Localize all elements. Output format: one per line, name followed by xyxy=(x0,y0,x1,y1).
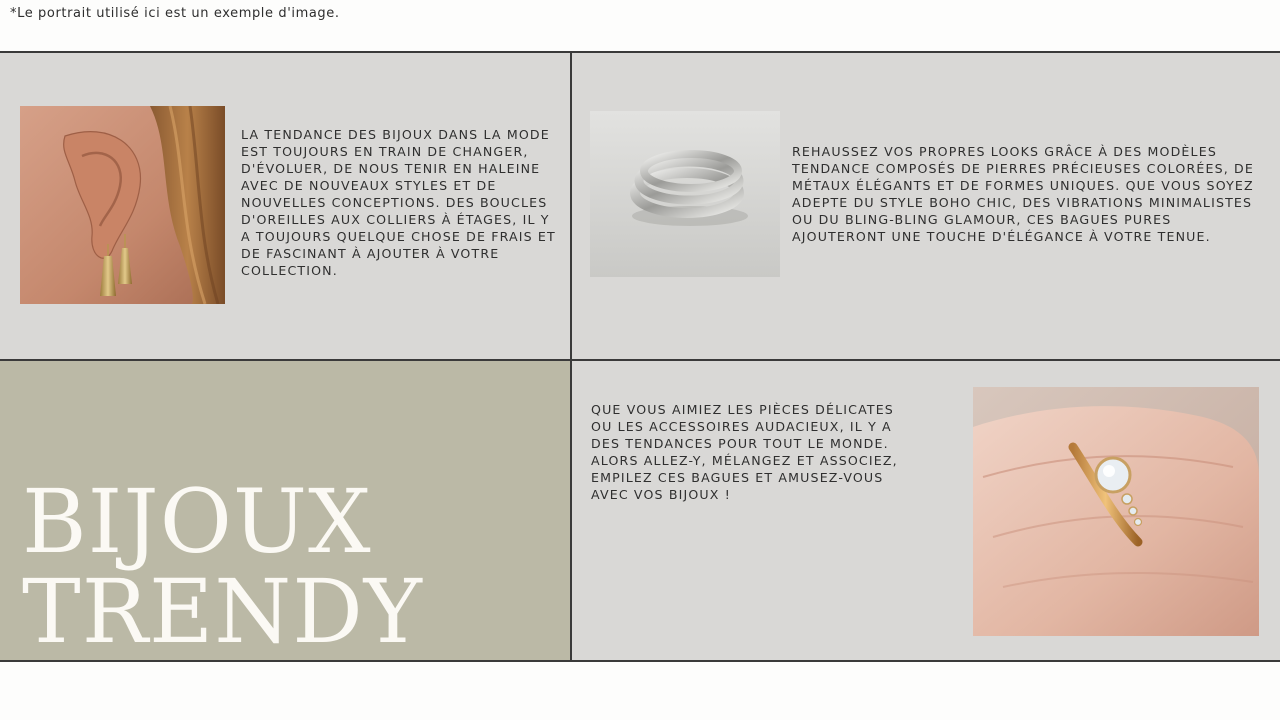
grid-line-vertical xyxy=(570,51,572,662)
hand-panel xyxy=(572,361,1280,660)
rings-caption: REHAUSSEZ VOS PROPRES LOOKS GRÂCE À DES MODÈLES TENDANCE COMPOSÉS DE PIERRES PRÉCIEUSES COLORÉES, DE MÉTAUX ÉLÉGANTS ET DE FORMES UNIQUES. QUE VOUS SOYEZ ADEPTE DU STYLE BOHO CHIC, DES VIBRATIONS MINIMALISTES OU DU BLING-BLING GLAMOUR, CES BAGUES PURES AJOUTERONT UNE TOUCHE D'ÉLÉGANCE À VOTRE TENUE. xyxy=(792,144,1254,244)
grid-line-middle xyxy=(0,359,1280,361)
title-line-1: BIJOUX xyxy=(22,470,372,573)
grid-line-bottom xyxy=(0,660,1280,662)
earring-caption: LA TENDANCE DES BIJOUX DANS LA MODE EST TOUJOURS EN TRAIN DE CHANGER, D'ÉVOLUER, DE NOUS TENIR EN HALEINE AVEC DE NOUVEAUX STYLES ET DE NOUVELLES CONCEPTIONS. DES BOUCLES D'OREILLES AUX COLLIERS À ÉTAGES, IL Y A TOUJOURS QUELQUE CHOSE DE FRAIS ET DE FASCINANT À AJOUTER À VOTRE COLLECTION. xyxy=(241,127,556,278)
silver-rings-photo xyxy=(590,111,780,277)
earring-panel xyxy=(0,53,570,359)
title-line-2: TRENDY xyxy=(22,560,423,660)
hand-caption: QUE VOUS AIMIEZ LES PIÈCES DÉLICATES OU LES ACCESSOIRES AUDACIEUX, IL Y A DES TENDANCES POUR TOUT LE MONDE. ALORS ALLEZ-Y, MÉLANGEZ ET ASSOCIEZ, EMPILEZ CES BAGUES ET AMUSEZ-VOUS AVEC VOS BIJOUX ! xyxy=(591,402,898,502)
rings-panel xyxy=(572,53,1280,359)
grid-line-top xyxy=(0,51,1280,53)
diamond-ring-hand-photo xyxy=(973,387,1259,636)
disclaimer-text: *Le portrait utilisé ici est un exemple d'image. xyxy=(10,6,340,21)
title-panel xyxy=(0,361,570,660)
earring-photo xyxy=(20,106,225,304)
